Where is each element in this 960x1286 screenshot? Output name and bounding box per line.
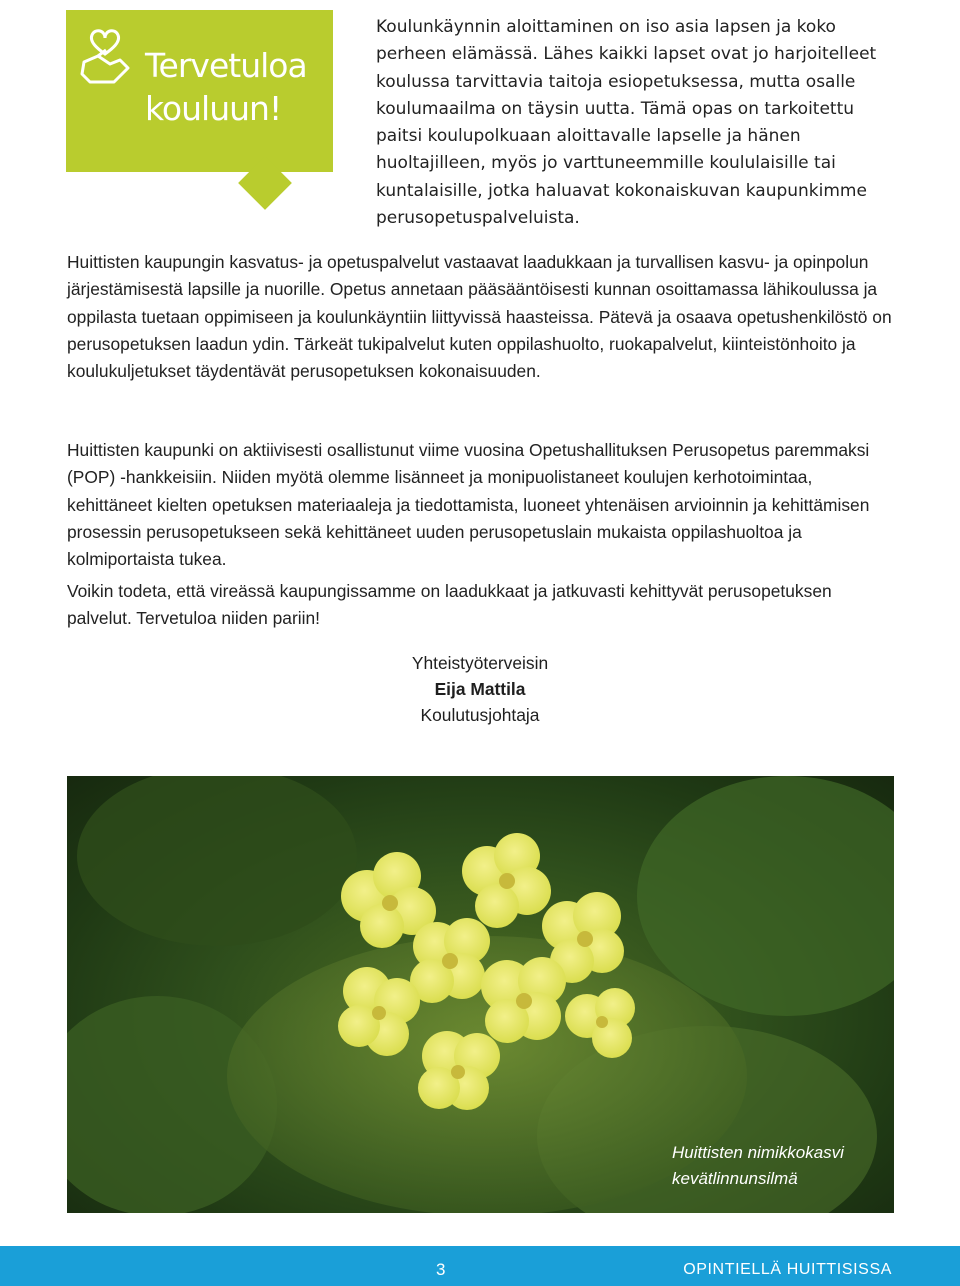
body-paragraph-3: Voikin todeta, että vireässä kaupungissamme on laadukkaat ja jatkuvasti kehittyvät perusopetuksen palvelut. Tervetuloa niiden pariin! — [67, 581, 832, 629]
signature-name: Eija Mattila — [434, 679, 526, 699]
hand-heart-icon — [76, 22, 134, 86]
intro-paragraph: Koulunkäynnin aloittaminen on iso asia lapsen ja koko perheen elämässä. Lähes kaikki lapset ovat jo harjoitelleet koulussa tarvittavia taitoja esiopetuksessa, mutta osalle koulumaailma on täysin uutta. Tämä opas on tarkoitettu paitsi koulupolkuaan aloittavalle lapselle ja hänen huoltajilleen, myös jo varttuneemmille koululaisille tai kuntalaisille, jotka haluavat kokonaiskuvan kaupunkimme perusopetuspalveluista. — [376, 17, 877, 229]
photo-caption — [672, 1140, 892, 1192]
signature-block — [0, 650, 960, 728]
flower-photo — [67, 776, 894, 1213]
caption-line-1: Huittisten nimikkokasvi — [672, 1143, 844, 1162]
footer-title: OPINTIELLÄ HUITTISISSA — [683, 1261, 892, 1278]
caption-line-2: kevätlinnunsilmä — [672, 1169, 798, 1188]
page-number: 3 — [436, 1260, 446, 1279]
badge-title: Tervetuloa kouluun! — [145, 46, 307, 128]
body-paragraph-2: Huittisten kaupunki on aktiivisesti osallistunut viime vuosina Opetushallituksen Perusopetus paremmaksi (POP) -hankkeisiin. Niiden myötä olemme lisänneet ja monipuolistaneet koulujen kerhotoimintaa, kehittäneet kielten opetuksen materiaaleja ja tiedottamista, luoneet yhtenäisen arvioinnin ja kehittämisen prosessin perusopetukseen sekä kehittäneet uuden perusopetuslain mukaista oppilashuoltoa ja kolmiportaista tukea. — [67, 440, 870, 570]
signature-greeting: Yhteistyöterveisin — [411, 653, 549, 673]
body-paragraph-1: Huittisten kaupungin kasvatus- ja opetuspalvelut vastaavat laadukkaan ja turvallisen kasvu- ja opinpolun järjestämisestä lapsille ja nuorille. Opetus annetaan pääsääntöisesti kunnan osoittamassa lähikoulussa ja oppilasta tuetaan oppimiseen ja koulunkäyntiin liittyvissä haasteissa. Pätevä ja osaava opetushenkilöstö on perusopetuksen laadun ydin. Tärkeät tukipalvelut kuten oppilashuolto, ruokapalvelut, kiinteistönhoito ja koulukuljetukset täydentävät perusopetuksen kokonaisuuden. — [67, 252, 892, 382]
signature-role: Koulutusjohtaja — [420, 705, 540, 725]
